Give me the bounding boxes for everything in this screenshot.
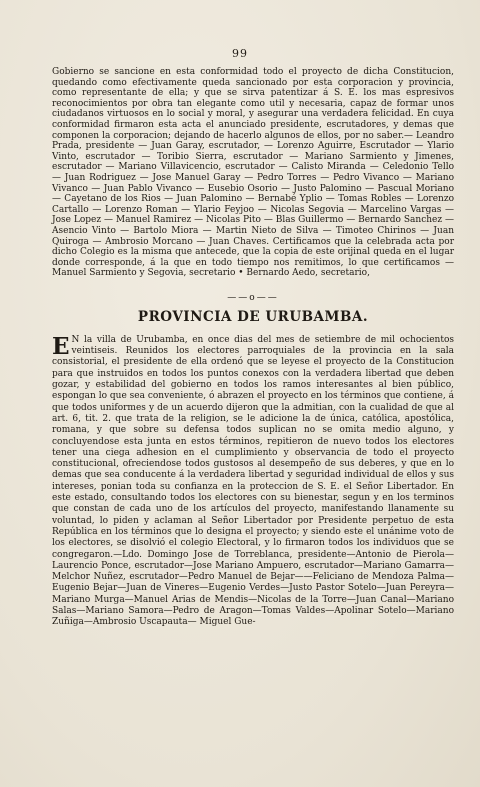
section-divider: ——o—— (227, 292, 279, 303)
drop-cap-letter: E (52, 332, 70, 360)
page-number: 99 (232, 47, 248, 60)
closing-act-text: Gobierno se sancione en esta conformidad todo el proyecto de dicha Constitucion, quedando como efectivamente queda sancionado por esta corporacion y provincia, como representante de ella; y que se sirva patentizar á S. E. los mas espresivos reconocimientos por obra tan elegante como util y necesaria, capaz de formar unos ciudadanos virtuosos en lo social y moral, y asegurar una verdadera felicidad. En cuya conformidad firmaron esta acta el anunciado presidente, escrutadores, y demas que componen la corporacion; dejando de hacerlo algunos de ellos, por no saber.— Leandro Prada, presidente — Juan Garay, escrutador, — Lorenzo Aguirre, Escrutador — Ylario Vinto, escrutador — Toribio Sierra, escrutador — Mariano Sarmiento y Jimenes, escrutador — Mariano Villavicencio, escrutador — Calisto Miranda — Celedonio Tello — Juan Rodriguez — Jose Manuel Garay — Pedro Torres — Pedro Vivanco — Mariano Vivanco — Juan Pablo Vivanco — Eusebio Osorio — Justo Palomino — Pascual Moriano — Cayetano de los Rios — Juan Palomino — Bernabé Yplio — Tomas Robles — Lorenzo Cartallo — Lorenzo Roman — Ylario Feyjoo — Nicolas Segovia — Marcelino Vargas — Jose Lopez — Manuel Ramirez — Nicolas Pito — Blas Guillermo — Bernardo Sanchez — Asencio Vinto — Bartolo Miora — Martin Nieto de Silva — Timoteo Chirinos — Juan Quiroga — Ambrosio Morcano — Juan Chaves. Certificamos que la celebrada acta por dicho Colegio es la misma que antecede, que la copia de este orijinal queda en el lugar donde corresponde, á la que en todo tiempo nos remitimos, lo que certificamos — Manuel Sarmiento y Segovia, secretario • Bernardo Aedo, secretario, (52, 67, 454, 279)
urubamba-act-paragraph (52, 332, 454, 629)
closing-act-paragraph (52, 67, 454, 279)
urubamba-act-text: N la villa de Urubamba, en once dias del mes de setiembre de mil ochocientos veintiseis. Reunidos los electores parroquiales de la provincia en la sala consistorial, el presidente de ella ordenó que se leyese el proyecto de la Constitucion para que instruidos en todos los puntos conexos con la verdadera libertad que deben gozar, y estabilidad del gobierno en todos los ramos interesantes al bien público, espongan lo que sea conveniente, ó abrazen el proyecto en los términos que contiene, á que todos uniformes y de un acuerdo dijeron que la admitian, con la cualidad de que al art. 6, tit. 2. que trata de la religion, se le adicione la de única, católica, apostólica, romana, y que sobre su defensa todos suplican no se omita medio alguno, y concluyendose esta junta en estos términos, repitieron de nuevo todos los electores tener una ciega adhesion en el cumplimiento y observancia de todo el proyecto constitucional, ofreciendose todos gustosos al desempeño de sus deberes, y que en lo demas que sea conducente á la verdadera libertad y seguridad individual de ellos y sus intereses, ponian toda su confianza en la proteccion de S. E. el Señor Libertador. En este estado, consultando todos los electores con su bienestar, segun y en los terminos que constan de cada uno de los artículos del proyecto, manifestando llanamente su voluntad, lo piden y aclaman al Señor Libertador por Presidente perpetuo de esta República en los términos que lo designa el proyecto; y siendo este el unánime voto de los electores, se disolvió el colegio Electoral, y lo firmaron todos los individuos que se congregaron.—Ldo. Domingo Jose de Torreblanca, presidente—Antonio de Pierola—Laurencio Ponce, escrutador—Jose Mariano Ampuero, escrutador—Mariano Gamarra—Melchor Nuñez, escrutador—Pedro Manuel de Bejar——Feliciano de Mendoza Palma—Eugenio Bejar—Juan de Vineres—Eugenio Verdes—Justo Pastor Sotelo—Juan Pereyra—Mariano Murga—Manuel Arias de Mendis—Nicolas de la Torre—Juan Canal—Mariano Salas—Mariano Samora—Pedro de Aragon—Tomas Valdes—Apolinar Sotelo—Mariano Zuñiga—Ambrosio Uscapauta— Miguel Gue- (52, 334, 454, 628)
section-title: PROVINCIA DE URUBAMBA. (137, 308, 369, 325)
